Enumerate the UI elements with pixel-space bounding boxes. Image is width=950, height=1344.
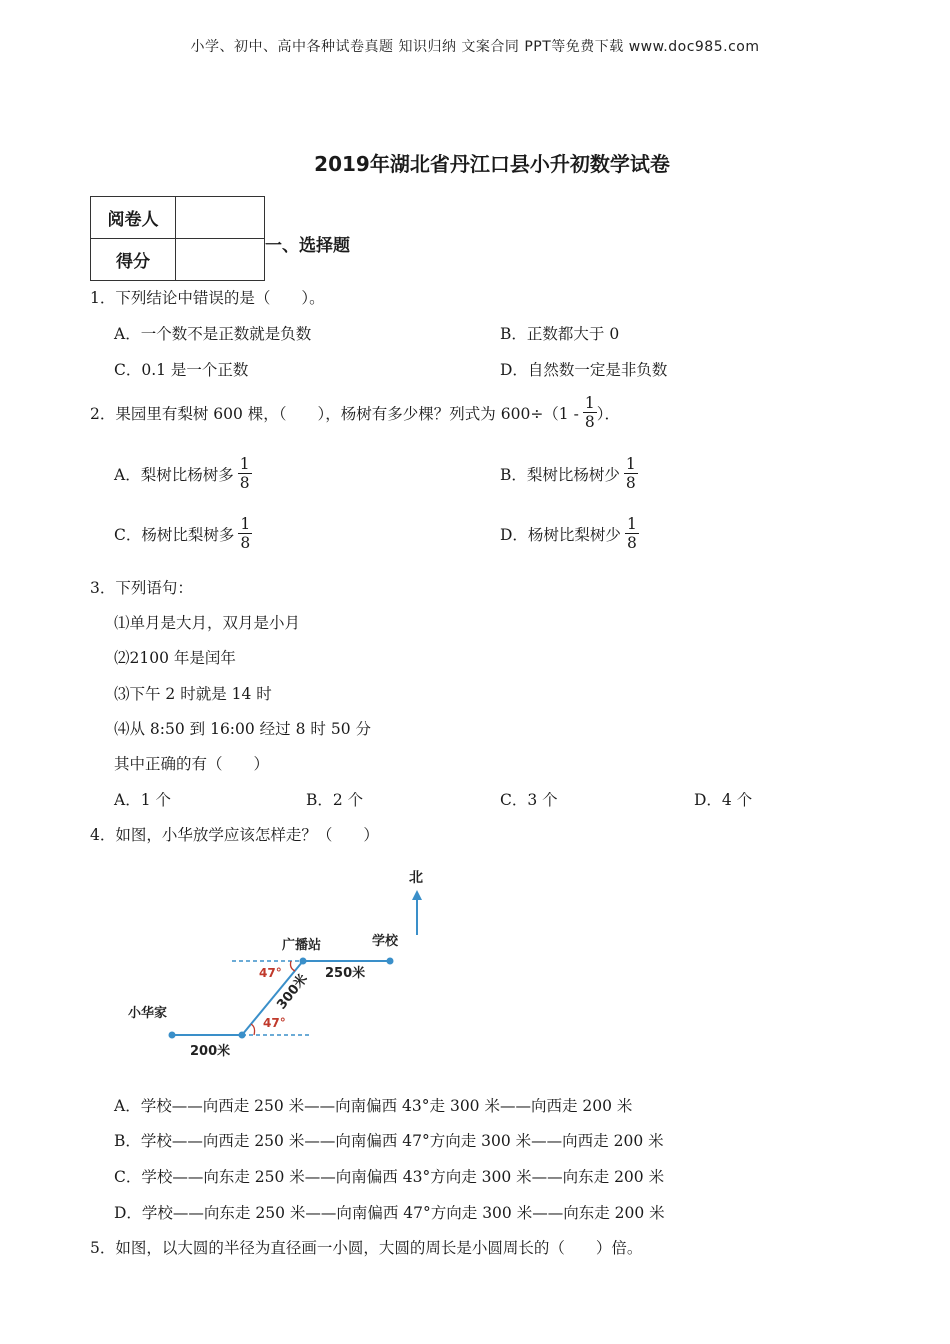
q4-option-d: D．学校——向东走 250 米——向南偏西 47°方向走 300 米——向东走 200 米 [114, 1204, 665, 1222]
q1-stem: 1．下列结论中错误的是（ ）。 [90, 289, 325, 307]
q1-option-b: B．正数都大于 0 [500, 325, 620, 343]
angle-label-top: 47° [259, 966, 282, 980]
q3-statement-4: ⑷从 8:50 到 16:00 经过 8 时 50 分 [114, 720, 371, 738]
score-cell [176, 239, 265, 281]
q2-fraction [583, 394, 597, 431]
distance-200: 200米 [190, 1044, 231, 1059]
page-header: 小学、初中、高中各种试卷真题 知识归纳 文案合同 PPT等免费下载 www.doc985.com [190, 39, 760, 55]
q2-stem [90, 394, 620, 431]
exam-title: 2019年湖北省丹江口县小升初数学试卷 [314, 152, 670, 176]
fraction-den: 8 [625, 474, 636, 492]
q3-option-b: B．2 个 [306, 791, 364, 809]
score-table [90, 196, 265, 281]
q3-stem: 3．下列语句： [90, 579, 193, 597]
school-point [387, 958, 394, 965]
distance-250: 250米 [325, 966, 366, 981]
q2-option-a-fraction [238, 455, 252, 492]
q2-option-c-fraction [238, 515, 252, 552]
q2-option-b [500, 455, 638, 492]
q3-option-c: C．3 个 [500, 791, 558, 809]
reviewer-cell [176, 197, 265, 239]
q2-option-d [500, 515, 639, 552]
route-diagram [120, 860, 450, 1065]
fraction-num: 1 [239, 455, 250, 473]
q2-frac-num: 1 [584, 394, 595, 412]
q2-option-b-text: B．梨树比杨树少 [500, 465, 620, 484]
distance-300: 300米 [274, 971, 311, 1013]
turn-point [239, 1032, 246, 1039]
fraction-num: 1 [626, 515, 637, 533]
q1-option-a: A．一个数不是正数就是负数 [114, 325, 312, 343]
q2-stem-post: ）． [596, 404, 620, 423]
q3-statement-3: ⑶下午 2 时就是 14 时 [114, 685, 272, 703]
fraction-den: 8 [239, 474, 250, 492]
q2-frac-den: 8 [584, 413, 595, 431]
fraction-num: 1 [240, 515, 251, 533]
q2-option-c [114, 515, 252, 552]
station-point [300, 958, 307, 965]
fraction-num: 1 [625, 455, 636, 473]
q1-option-c: C．0.1 是一个正数 [114, 361, 249, 379]
q2-stem-pre: 2．果园里有梨树 600 棵，（ ），杨树有多少棵？列式为 600÷（1 - [90, 404, 579, 423]
angle-arc-bottom [251, 1024, 255, 1035]
home-label: 小华家 [128, 1006, 168, 1021]
q3-statement-2: ⑵2100 年是闰年 [114, 649, 236, 667]
north-arrow-icon [412, 890, 422, 900]
q5-stem: 5．如图，以大圆的半径为直径画一小圆，大圆的周长是小圆周长的（ ）倍。 [90, 1239, 643, 1257]
q4-option-c: C．学校——向东走 250 米——向南偏西 43°方向走 300 米——向东走 200 米 [114, 1168, 665, 1186]
score-label: 得分 [91, 239, 176, 281]
reviewer-label: 阅卷人 [91, 197, 176, 239]
q2-option-a [114, 455, 252, 492]
q3-option-d: D．4 个 [694, 791, 753, 809]
home-point [169, 1032, 176, 1039]
station-label: 广播站 [282, 938, 322, 953]
q2-option-d-text: D．杨树比梨树少 [500, 525, 621, 544]
fraction-den: 8 [626, 534, 637, 552]
q2-option-a-text: A．梨树比杨树多 [114, 465, 234, 484]
q2-option-d-fraction [625, 515, 639, 552]
school-label: 学校 [372, 934, 399, 949]
q2-option-b-fraction [624, 455, 638, 492]
q2-option-c-text: C．杨树比梨树多 [114, 525, 235, 544]
q1-option-d: D．自然数一定是非负数 [500, 361, 668, 379]
q4-stem: 4．如图，小华放学应该怎样走？（ ） [90, 826, 379, 844]
north-label: 北 [409, 870, 423, 886]
fraction-den: 8 [240, 534, 251, 552]
section-title: 一、选择题 [265, 236, 350, 256]
q4-option-a: A．学校——向西走 250 米——向南偏西 43°走 300 米——向西走 200 米 [114, 1097, 633, 1115]
q4-option-b: B．学校——向西走 250 米——向南偏西 47°方向走 300 米——向西走 200 米 [114, 1132, 664, 1150]
q3-option-a: A．1 个 [114, 791, 171, 809]
angle-arc-top [291, 961, 296, 971]
angle-label-bottom: 47° [263, 1016, 286, 1030]
q3-ask: 其中正确的有（ ） [114, 755, 270, 773]
q3-statement-1: ⑴单月是大月，双月是小月 [114, 614, 301, 632]
